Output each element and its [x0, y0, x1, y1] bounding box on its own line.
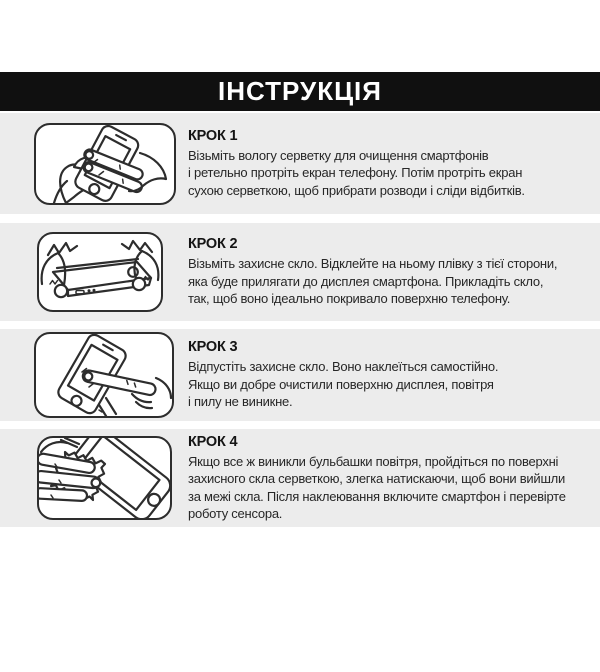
step4-text — [188, 434, 600, 523]
step4-line: Якщо все ж виникли бульбашки повітря, пройдіться по поверхні — [188, 453, 559, 469]
step1-label: КРОК 1 — [188, 127, 238, 144]
finger-pressing-phone-illustration — [34, 332, 174, 418]
hands-aligning-glass-illustration — [37, 232, 163, 312]
step4-label: КРОК 4 — [188, 433, 238, 450]
step1-line: сухою серветкою, щоб прибрати розводи і сліди відбитків. — [188, 182, 525, 198]
finger-pressing-phone-icon — [36, 334, 172, 416]
step2-line: Візьміть захисне скло. Відклейте на ньому плівку з тієї сторони, — [188, 256, 558, 272]
step4-line: за межі скла. Після наклеювання включите смартфон і перевірте — [188, 488, 566, 504]
hand-wiping-phone-illustration — [34, 123, 176, 205]
step-row-1 — [0, 113, 600, 214]
step1-line: і ретельно протріть екран телефону. Потім протріть екран — [188, 165, 523, 181]
step4-line: роботу сенсора. — [188, 505, 283, 521]
hand-wiping-phone-icon — [36, 125, 174, 203]
step-row-3 — [0, 329, 600, 421]
step2-text — [188, 236, 600, 307]
step4-line: захисного скла серветкою, злегка натискаючи, щоб вони вийшли — [188, 471, 565, 487]
step1-text — [188, 128, 600, 199]
step2-label: КРОК 2 — [188, 236, 238, 253]
step2-line: яка буде прилягати до дисплея смартфона. Прикладіть скло, — [188, 273, 544, 289]
step1-art-column — [0, 123, 188, 205]
step-row-2 — [0, 223, 600, 321]
page-title: ІНСТРУКЦІЯ — [218, 76, 382, 106]
step3-art-column — [0, 332, 188, 418]
step2-art-column — [0, 232, 188, 312]
step3-label: КРОК 3 — [188, 339, 238, 356]
step2-line: так, щоб воно ідеально покривало поверхню телефону. — [188, 291, 511, 307]
step1-line: Візьміть вологу серветку для очищення смартфонів — [188, 147, 489, 163]
step3-text — [188, 339, 600, 410]
step-row-4 — [0, 429, 600, 527]
instruction-poster — [0, 72, 600, 672]
step3-line: і пилу не виникне. — [188, 394, 293, 410]
step3-line: Якщо ви добре очистили поверхню дисплея, повітря — [188, 376, 494, 392]
instruction-banner — [0, 72, 600, 111]
step4-art-column — [0, 436, 188, 520]
step3-line: Відпустіть захисне скло. Воно наклеїться самостійно. — [188, 359, 499, 375]
cloth-smoothing-phone-icon — [39, 438, 170, 518]
cloth-smoothing-phone-illustration — [37, 436, 172, 520]
hands-aligning-glass-icon — [39, 234, 161, 310]
